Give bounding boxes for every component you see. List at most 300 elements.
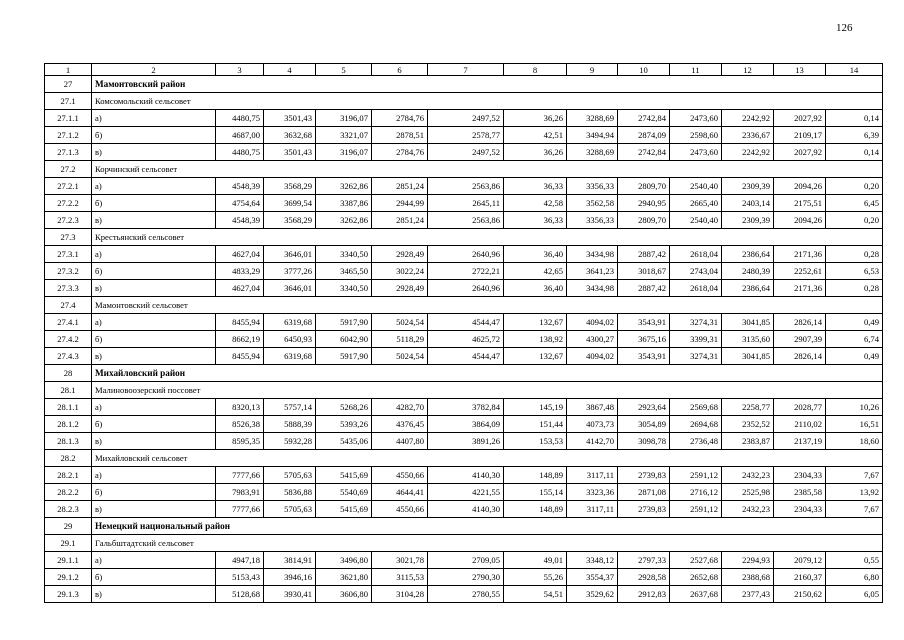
value-cell: 2304,33 [774,501,826,518]
value-cell: 2851,24 [372,178,428,195]
row-variant: а) [92,110,216,127]
value-cell: 6,80 [826,569,883,586]
value-cell: 4627,04 [216,246,264,263]
value-cell: 4544,47 [428,314,504,331]
page-number: 126 [836,22,853,34]
value-cell: 6,45 [826,195,883,212]
value-cell: 2637,68 [670,586,722,603]
value-cell: 5888,39 [264,416,316,433]
value-cell: 2242,92 [722,110,774,127]
subregion-row [45,450,883,467]
subregion-row [45,535,883,552]
table-row [45,501,883,518]
value-cell: 3699,54 [264,195,316,212]
row-code: 27.1.2 [45,127,92,144]
value-cell: 2797,33 [618,552,670,569]
value-cell: 3117,11 [567,467,618,484]
region-title: Мамонтовский район [92,76,883,93]
row-code: 27.2 [45,161,92,178]
value-cell: 7,67 [826,467,883,484]
table-row [45,195,883,212]
value-cell: 4947,18 [216,552,264,569]
table-row [45,433,883,450]
table-row [45,263,883,280]
row-variant: б) [92,263,216,280]
value-cell: 3022,24 [372,263,428,280]
value-cell: 2743,04 [670,263,722,280]
value-cell: 2497,52 [428,110,504,127]
value-cell: 3104,28 [372,586,428,603]
table-row [45,586,883,603]
value-cell: 5932,28 [264,433,316,450]
value-cell: 2871,08 [618,484,670,501]
row-code: 27.3.1 [45,246,92,263]
subregion-row [45,93,883,110]
value-cell: 2907,39 [774,331,826,348]
subregion-title: Гальбштадтский сельсовет [92,535,883,552]
value-cell: 2160,37 [774,569,826,586]
tariff-table [44,63,883,603]
value-cell: 2309,39 [722,178,774,195]
table-row [45,212,883,229]
value-cell: 2665,40 [670,195,722,212]
value-cell: 2385,58 [774,484,826,501]
row-variant: б) [92,416,216,433]
value-cell: 2640,96 [428,246,504,263]
header-cell: 4 [264,64,316,76]
value-cell: 2383,87 [722,433,774,450]
value-cell: 16,51 [826,416,883,433]
row-code: 27.2.1 [45,178,92,195]
value-cell: 2739,83 [618,467,670,484]
value-cell: 3501,43 [264,144,316,161]
table-row [45,144,883,161]
row-variant: б) [92,127,216,144]
value-cell: 7777,66 [216,467,264,484]
value-cell: 2386,64 [722,246,774,263]
value-cell: 2137,19 [774,433,826,450]
value-cell: 4140,30 [428,501,504,518]
value-cell: 2386,64 [722,280,774,297]
value-cell: 8526,38 [216,416,264,433]
row-code: 27.1.1 [45,110,92,127]
value-cell: 148,89 [504,467,567,484]
value-cell: 5153,43 [216,569,264,586]
row-variant: а) [92,399,216,416]
value-cell: 4094,02 [567,314,618,331]
value-cell: 4094,02 [567,348,618,365]
table-row [45,348,883,365]
value-cell: 8595,35 [216,433,264,450]
value-cell: 6,05 [826,586,883,603]
value-cell: 2304,33 [774,467,826,484]
value-cell: 3262,86 [316,212,372,229]
value-cell: 49,01 [504,552,567,569]
value-cell: 5705,63 [264,501,316,518]
header-cell: 2 [92,64,216,76]
value-cell: 3867,48 [567,399,618,416]
region-title: Немецкий национальный район [92,518,883,535]
value-cell: 2736,48 [670,433,722,450]
value-cell: 4282,70 [372,399,428,416]
header-cell: 3 [216,64,264,76]
value-cell: 2563,86 [428,212,504,229]
row-code: 29.1.1 [45,552,92,569]
value-cell: 2028,77 [774,399,826,416]
value-cell: 2618,04 [670,246,722,263]
region-row [45,76,883,93]
value-cell: 5917,90 [316,314,372,331]
value-cell: 3646,01 [264,246,316,263]
value-cell: 2928,58 [618,569,670,586]
value-cell: 3054,89 [618,416,670,433]
value-cell: 3543,91 [618,348,670,365]
row-code: 28.1.1 [45,399,92,416]
row-code: 29.1.3 [45,586,92,603]
value-cell: 4073,73 [567,416,618,433]
value-cell: 3946,16 [264,569,316,586]
value-cell: 3041,85 [722,348,774,365]
row-code: 28.2.2 [45,484,92,501]
table-row [45,110,883,127]
row-code: 27.4.3 [45,348,92,365]
value-cell: 2739,83 [618,501,670,518]
row-code: 27.2.3 [45,212,92,229]
row-code: 27.3.2 [45,263,92,280]
value-cell: 2826,14 [774,348,826,365]
value-cell: 2403,14 [722,195,774,212]
table-row [45,467,883,484]
value-cell: 3621,80 [316,569,372,586]
value-cell: 3196,07 [316,144,372,161]
value-cell: 0,28 [826,280,883,297]
subregion-title: Мамонтовский сельсовет [92,297,883,314]
subregion-title: Комсомольский сельсовет [92,93,883,110]
value-cell: 0,49 [826,348,883,365]
value-cell: 7983,91 [216,484,264,501]
value-cell: 3494,94 [567,127,618,144]
value-cell: 3340,50 [316,246,372,263]
value-cell: 2079,12 [774,552,826,569]
value-cell: 3646,01 [264,280,316,297]
value-cell: 2432,23 [722,467,774,484]
value-cell: 0,55 [826,552,883,569]
value-cell: 2784,76 [372,110,428,127]
value-cell: 6319,68 [264,314,316,331]
value-cell: 4407,80 [372,433,428,450]
row-variant: а) [92,246,216,263]
value-cell: 8455,94 [216,314,264,331]
value-cell: 3675,16 [618,331,670,348]
value-cell: 2716,12 [670,484,722,501]
value-cell: 36,26 [504,144,567,161]
row-code: 28.2.1 [45,467,92,484]
value-cell: 148,89 [504,501,567,518]
row-code: 27.4 [45,297,92,314]
value-cell: 2887,42 [618,246,670,263]
subregion-title: Михайловский сельсовет [92,450,883,467]
value-cell: 54,51 [504,586,567,603]
value-cell: 36,40 [504,246,567,263]
value-cell: 2874,09 [618,127,670,144]
subregion-row [45,382,883,399]
value-cell: 4300,27 [567,331,618,348]
header-cell: 12 [722,64,774,76]
row-variant: а) [92,314,216,331]
value-cell: 5118,29 [372,331,428,348]
value-cell: 42,51 [504,127,567,144]
row-variant: а) [92,552,216,569]
value-cell: 0,20 [826,178,883,195]
value-cell: 2640,96 [428,280,504,297]
value-cell: 3196,07 [316,110,372,127]
value-cell: 2944,99 [372,195,428,212]
value-cell: 2110,02 [774,416,826,433]
value-cell: 8455,94 [216,348,264,365]
value-cell: 36,26 [504,110,567,127]
region-row [45,365,883,382]
value-cell: 4221,55 [428,484,504,501]
value-cell: 2618,04 [670,280,722,297]
value-cell: 3041,85 [722,314,774,331]
value-cell: 2352,52 [722,416,774,433]
value-cell: 2175,51 [774,195,826,212]
value-cell: 3387,86 [316,195,372,212]
value-cell: 7,67 [826,501,883,518]
value-cell: 2742,84 [618,144,670,161]
value-cell: 3288,69 [567,144,618,161]
header-cell: 10 [618,64,670,76]
value-cell: 4833,29 [216,263,264,280]
row-variant: в) [92,280,216,297]
region-row [45,518,883,535]
value-cell: 3321,07 [316,127,372,144]
value-cell: 3434,98 [567,246,618,263]
value-cell: 2525,98 [722,484,774,501]
row-code: 27 [45,76,92,93]
value-cell: 5757,14 [264,399,316,416]
value-cell: 0,20 [826,212,883,229]
value-cell: 3434,98 [567,280,618,297]
value-cell: 2591,12 [670,501,722,518]
value-cell: 2742,84 [618,110,670,127]
value-cell: 3340,50 [316,280,372,297]
value-cell: 6,74 [826,331,883,348]
header-cell: 9 [567,64,618,76]
table-row [45,127,883,144]
value-cell: 3814,91 [264,552,316,569]
row-code: 27.4.1 [45,314,92,331]
value-cell: 2780,55 [428,586,504,603]
value-cell: 3529,62 [567,586,618,603]
header-cell: 8 [504,64,567,76]
value-cell: 5024,54 [372,348,428,365]
value-cell: 3891,26 [428,433,504,450]
header-cell: 14 [826,64,883,76]
value-cell: 2591,12 [670,467,722,484]
value-cell: 0,14 [826,110,883,127]
table-row [45,280,883,297]
value-cell: 5415,69 [316,467,372,484]
value-cell: 2809,70 [618,178,670,195]
value-cell: 8662,19 [216,331,264,348]
value-cell: 2309,39 [722,212,774,229]
value-cell: 2377,43 [722,586,774,603]
value-cell: 2851,24 [372,212,428,229]
value-cell: 2480,39 [722,263,774,280]
value-cell: 5705,63 [264,467,316,484]
value-cell: 8320,13 [216,399,264,416]
value-cell: 6450,93 [264,331,316,348]
value-cell: 3782,84 [428,399,504,416]
value-cell: 4644,41 [372,484,428,501]
value-cell: 3606,80 [316,586,372,603]
value-cell: 3568,29 [264,212,316,229]
value-cell: 10,26 [826,399,883,416]
value-cell: 4687,00 [216,127,264,144]
value-cell: 4480,75 [216,110,264,127]
value-cell: 5836,88 [264,484,316,501]
subregion-title: Малиновоозерский поссовет [92,382,883,399]
value-cell: 3135,60 [722,331,774,348]
row-code: 28.1.2 [45,416,92,433]
value-cell: 55,26 [504,569,567,586]
value-cell: 3465,50 [316,263,372,280]
value-cell: 2336,67 [722,127,774,144]
value-cell: 4480,75 [216,144,264,161]
value-cell: 3021,78 [372,552,428,569]
subregion-row [45,297,883,314]
value-cell: 5540,69 [316,484,372,501]
value-cell: 151,44 [504,416,567,433]
row-variant: в) [92,348,216,365]
value-cell: 5128,68 [216,586,264,603]
value-cell: 18,60 [826,433,883,450]
value-cell: 2598,60 [670,127,722,144]
value-cell: 2694,68 [670,416,722,433]
value-cell: 2887,42 [618,280,670,297]
row-variant: б) [92,195,216,212]
value-cell: 4627,04 [216,280,264,297]
value-cell: 3274,31 [670,348,722,365]
table-row [45,552,883,569]
value-cell: 3632,68 [264,127,316,144]
value-cell: 4142,70 [567,433,618,450]
value-cell: 2912,83 [618,586,670,603]
value-cell: 2432,23 [722,501,774,518]
row-code: 29 [45,518,92,535]
value-cell: 3323,36 [567,484,618,501]
value-cell: 36,33 [504,178,567,195]
value-cell: 2722,21 [428,263,504,280]
value-cell: 138,92 [504,331,567,348]
value-cell: 2258,77 [722,399,774,416]
value-cell: 5435,06 [316,433,372,450]
row-variant: б) [92,569,216,586]
value-cell: 2150,62 [774,586,826,603]
value-cell: 3777,26 [264,263,316,280]
row-code: 29.1.2 [45,569,92,586]
header-cell: 5 [316,64,372,76]
row-variant: в) [92,212,216,229]
value-cell: 4548,39 [216,178,264,195]
value-cell: 13,92 [826,484,883,501]
table-row [45,399,883,416]
value-cell: 132,67 [504,314,567,331]
table-row [45,331,883,348]
subregion-row [45,161,883,178]
header-row [45,64,883,76]
value-cell: 2563,86 [428,178,504,195]
value-cell: 2252,61 [774,263,826,280]
value-cell: 3496,80 [316,552,372,569]
subregion-title: Крестьянский сельсовет [92,229,883,246]
value-cell: 3098,78 [618,433,670,450]
row-code: 27.4.2 [45,331,92,348]
row-variant: б) [92,331,216,348]
value-cell: 3018,67 [618,263,670,280]
value-cell: 2294,93 [722,552,774,569]
value-cell: 2473,60 [670,144,722,161]
row-code: 28.2 [45,450,92,467]
value-cell: 2790,30 [428,569,504,586]
value-cell: 3288,69 [567,110,618,127]
row-variant: в) [92,433,216,450]
value-cell: 5268,26 [316,399,372,416]
header-cell: 1 [45,64,92,76]
table-row [45,246,883,263]
value-cell: 2540,40 [670,212,722,229]
value-cell: 132,67 [504,348,567,365]
value-cell: 36,40 [504,280,567,297]
row-variant: в) [92,144,216,161]
row-variant: б) [92,484,216,501]
value-cell: 4544,47 [428,348,504,365]
value-cell: 2940,95 [618,195,670,212]
value-cell: 2784,76 [372,144,428,161]
value-cell: 2928,49 [372,246,428,263]
row-code: 27.3 [45,229,92,246]
row-code: 27.1.3 [45,144,92,161]
value-cell: 2473,60 [670,110,722,127]
value-cell: 6,39 [826,127,883,144]
row-code: 29.1 [45,535,92,552]
value-cell: 6042,90 [316,331,372,348]
row-variant: в) [92,586,216,603]
value-cell: 3356,33 [567,212,618,229]
value-cell: 2388,68 [722,569,774,586]
row-variant: а) [92,178,216,195]
value-cell: 3501,43 [264,110,316,127]
value-cell: 3356,33 [567,178,618,195]
table-row [45,178,883,195]
value-cell: 5393,26 [316,416,372,433]
value-cell: 3399,31 [670,331,722,348]
value-cell: 145,19 [504,399,567,416]
value-cell: 0,49 [826,314,883,331]
table-row [45,484,883,501]
value-cell: 3554,37 [567,569,618,586]
value-cell: 4550,66 [372,501,428,518]
value-cell: 3348,12 [567,552,618,569]
value-cell: 2171,36 [774,246,826,263]
row-code: 27.3.3 [45,280,92,297]
value-cell: 2578,77 [428,127,504,144]
value-cell: 4548,39 [216,212,264,229]
value-cell: 2027,92 [774,110,826,127]
value-cell: 3568,29 [264,178,316,195]
value-cell: 155,14 [504,484,567,501]
